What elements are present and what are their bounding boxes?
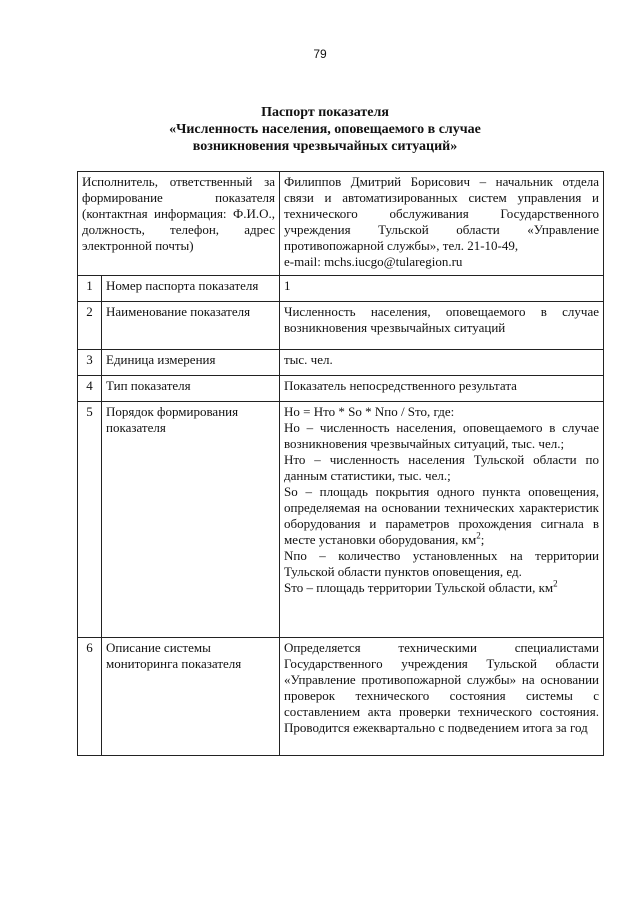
row-number: 2 <box>78 302 102 350</box>
row-value: тыс. чел. <box>280 350 604 376</box>
table-row <box>78 638 604 756</box>
definition-nto: Нто – численность населения Тульской области по данным статистики, тыс. чел.; <box>284 452 599 483</box>
row-number: 3 <box>78 350 102 376</box>
row-number: 1 <box>78 276 102 302</box>
row-value: Численность населения, оповещаемого в случае возникновения чрезвычайных ситуаций <box>280 302 604 350</box>
row-label: Описание системы мониторинга показателя <box>102 638 280 756</box>
title-line-3: возникновения чрезвычайных ситуаций» <box>192 139 458 154</box>
row-label: Наименование показателя <box>102 302 280 350</box>
row-label: Тип показателя <box>102 376 280 402</box>
table-row <box>78 276 604 302</box>
passport-table <box>77 171 604 756</box>
row-number: 4 <box>78 376 102 402</box>
row-label: Единица измерения <box>102 350 280 376</box>
definition-so: So – площадь покрытия одного пункта оповещения, определяемая на основании технических характеристик оборудования и параметров прохождения сигнала в месте установки оборудования, $км^2$; <box>284 484 599 547</box>
table-row <box>78 402 604 638</box>
definition-npo: Nпо – количество установленных на территории Тульской области пунктов оповещения, ед. <box>284 548 599 579</box>
definition-sto: Sто – площадь территории Тульской области, $км^2$ <box>284 578 558 595</box>
executor-label: Исполнитель, ответственный за формирование показателя (контактная информация: Ф.И.О., должность, телефон, адрес электронной почты) <box>78 172 280 276</box>
executor-row <box>78 172 604 276</box>
row-label: Порядок формирования показателя <box>102 402 280 638</box>
row-number: 6 <box>78 638 102 756</box>
table-row <box>78 376 604 402</box>
formula: Но = Нто * So * Nпо / Sто, где: <box>284 404 455 419</box>
row-value: 1 <box>280 276 604 302</box>
page-number: 79 <box>313 47 327 61</box>
title-line-2: «Численность населения, оповещаемого в случае <box>169 122 481 137</box>
executor-value <box>280 172 604 276</box>
row-value: Определяется техническими специалистами Государственного учреждения Тульской области «Управление противопожарной службы» на основании проверок технического состояния системы с составлением акта проверки технического состояния. Проводится ежеквартально с подведением итога за год <box>280 638 604 756</box>
title-line-1: Паспорт показателя <box>261 105 389 120</box>
table-row <box>78 350 604 376</box>
row-number: 5 <box>78 402 102 638</box>
row-value: Показатель непосредственного результата <box>280 376 604 402</box>
formula-cell <box>280 402 604 638</box>
row-label: Номер паспорта показателя <box>102 276 280 302</box>
executor-contact: Филиппов Дмитрий Борисович – начальник отдела связи и автоматизированных систем управления и технического обслуживания Государственного учреждения Тульской области «Управление противопожарной службы», тел. 21-10-49, <box>284 174 599 253</box>
definition-no: Но – численность населения, оповещаемого в случае возникновения чрезвычайных ситуаций, тыс. чел.; <box>284 420 599 451</box>
table-row <box>78 302 604 350</box>
document-title <box>140 104 510 155</box>
executor-email: e-mail: mchs.iucgo@tularegion.ru <box>284 254 463 269</box>
